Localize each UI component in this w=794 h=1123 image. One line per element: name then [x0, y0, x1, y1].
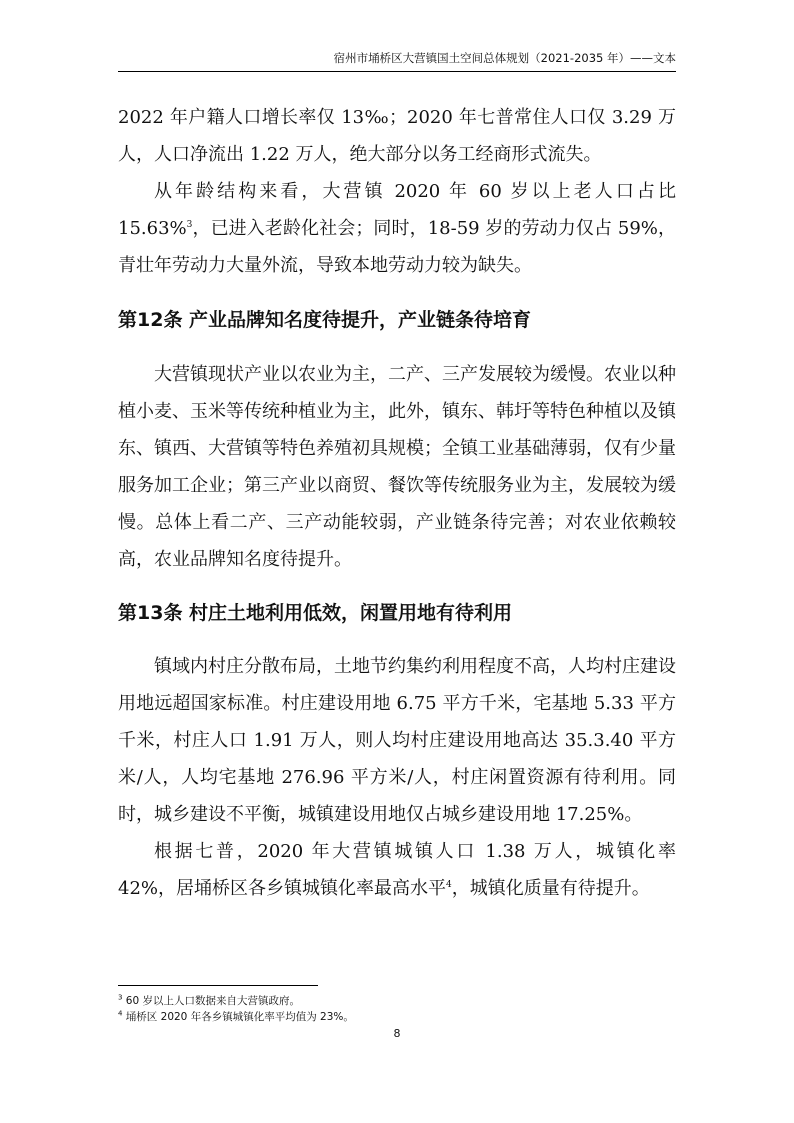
footnote-ref-4: 4: [446, 880, 452, 890]
footnote-text: 60 岁以上人口数据来自大营镇政府。: [122, 995, 301, 1007]
footnote-item: [118, 993, 676, 1009]
age-structure-text-b: ，已进入老龄化社会；同时，18-59 岁的劳动力仅占 59%，青壮年劳动力大量外流，导致本地劳动力较为缺失。: [118, 218, 676, 276]
paragraph-urbanization: [118, 833, 676, 907]
footnote-rule: [118, 985, 318, 986]
header-title: 宿州市埇桥区大营镇国土空间总体规划（2021-2035 年）——文本: [333, 51, 676, 65]
urbanization-text-a: 根据七普，2020 年大营镇城镇人口 1.38 万人，城镇化率 42%，居埇桥区各乡镇城镇化率最高水平: [118, 841, 676, 899]
footnote-mark: 4: [118, 1009, 123, 1018]
urbanization-text-b: ，城镇化质量有待提升。: [451, 878, 650, 899]
footnote-ref-3: 3: [186, 220, 193, 230]
running-header: [118, 50, 676, 72]
paragraph-population-growth: 2022 年户籍人口增长率仅 13‰；2020 年七普常住人口仅 3.29 万人，人口净流出 1.22 万人，绝大部分以务工经商形式流失。: [118, 107, 676, 165]
footnotes: [118, 993, 676, 1025]
age-structure-text-a: 从年龄结构来看，大营镇 2020 年 60 岁以上老人口占比 15.63%: [118, 181, 676, 239]
header-rule: [118, 71, 676, 72]
footnote-text: 埇桥区 2020 年各乡镇城镇化率平均值为 23%。: [122, 1011, 354, 1023]
body-content: [118, 99, 676, 907]
paragraph-village-land: 镇域内村庄分散布局，土地节约集约利用程度不高，人均村庄建设用地远超国家标准。村庄建设用地 6.75 平方千米，宅基地 5.33 平方千米，村庄人口 1.91 万人，则人均村庄建设用地高达 35.3.40 平方米/人，人均宅基地 276.96 平方米/人，村庄闲置资源有待利用。同时，城乡建设不平衡，城镇建设用地仅占城乡建设用地 17.25%。: [118, 656, 676, 825]
footnote-item: [118, 1009, 676, 1025]
page-number: 8: [393, 1027, 401, 1040]
footnote-mark: 3: [118, 993, 123, 1002]
paragraph-industry: 大营镇现状产业以农业为主，二产、三产发展较为缓慢。农业以种植小麦、玉米等传统种植业为主，此外，镇东、韩圩等特色种植以及镇东、镇西、大营镇等特色养殖初具规模；全镇工业基础薄弱，仅有少量服务加工企业；第三产业以商贸、餐饮等传统服务业为主，发展较为缓慢。总体上看二产、三产动能较弱，产业链条待完善；对农业依赖较高，农业品牌知名度待提升。: [118, 364, 676, 570]
section-heading-12: 第12条 产业品牌知名度待提升，产业链条待培育: [118, 309, 532, 331]
paragraph-age-structure: [118, 173, 676, 284]
section-heading-13: 第13条 村庄土地利用低效，闲置用地有待利用: [118, 602, 513, 624]
